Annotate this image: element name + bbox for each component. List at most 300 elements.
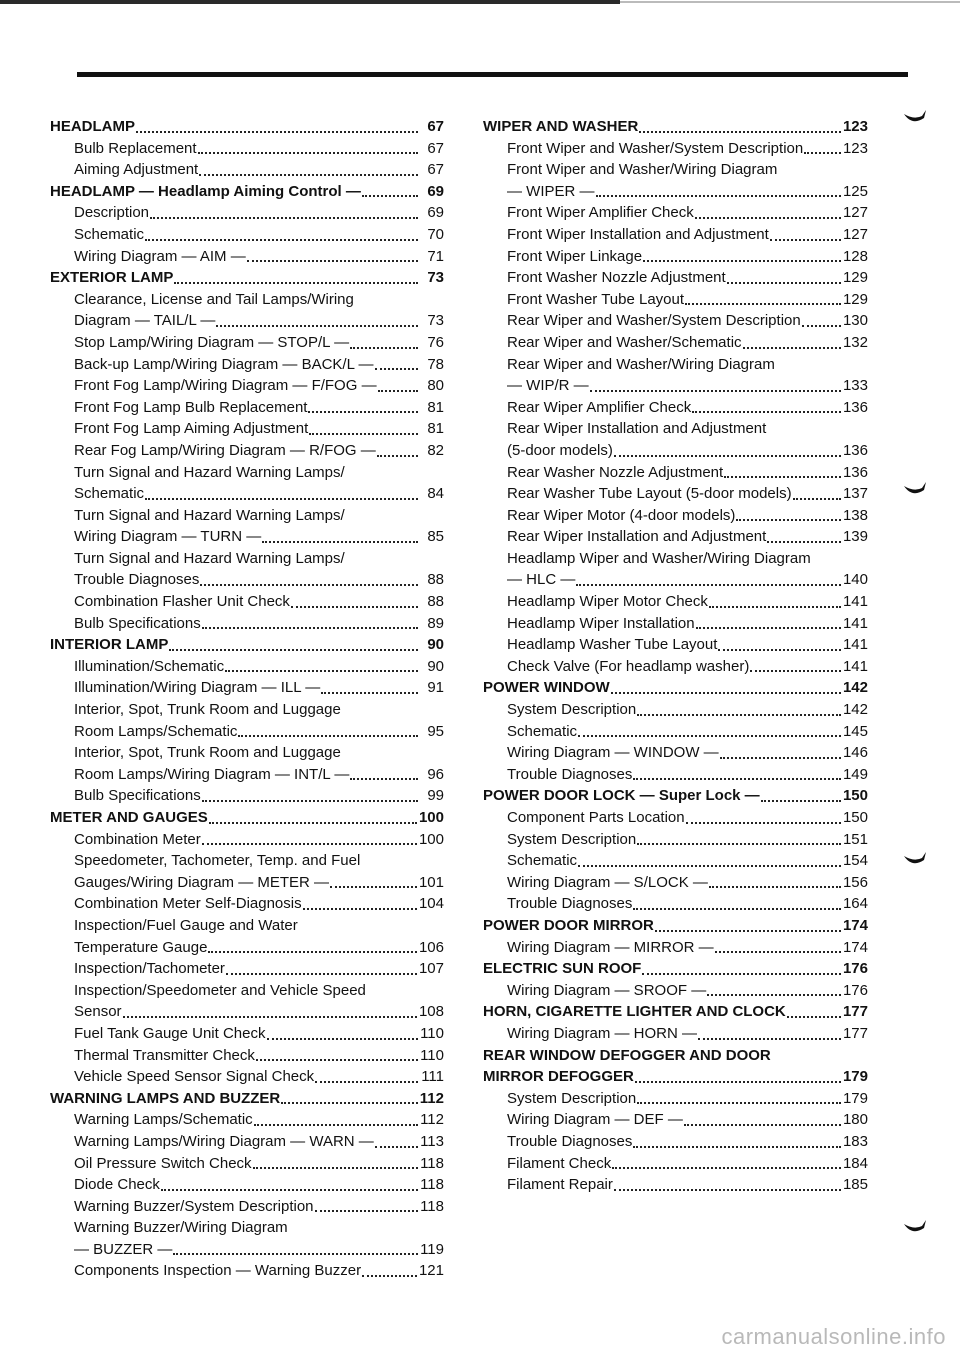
dot-leader xyxy=(350,778,418,780)
toc-entry[interactable] xyxy=(483,742,868,764)
toc-entry-title: Bulb Replacement xyxy=(74,139,197,157)
toc-entry-page: 136 xyxy=(842,463,868,481)
dot-leader xyxy=(761,800,841,802)
toc-entry-page: 119 xyxy=(420,1240,444,1258)
dot-leader xyxy=(767,541,841,543)
toc-left-column xyxy=(50,116,444,1282)
toc-entry-page: 99 xyxy=(427,787,444,805)
dot-leader xyxy=(225,670,418,672)
toc-entry-page: 174 xyxy=(842,916,868,934)
toc-entry[interactable] xyxy=(50,1045,444,1067)
toc-entry-title: Inspection/Tachometer xyxy=(74,960,225,978)
toc-entry[interactable] xyxy=(50,980,444,1002)
dot-leader xyxy=(720,757,841,759)
toc-entry[interactable] xyxy=(483,440,868,462)
toc-entry-title: Warning Buzzer/System Description xyxy=(74,1197,314,1215)
toc-entry-page: 67 xyxy=(427,161,444,179)
toc-entry[interactable] xyxy=(483,483,868,505)
toc-entry[interactable] xyxy=(50,937,444,959)
toc-entry-page: 106 xyxy=(418,938,444,956)
dot-leader xyxy=(200,584,418,586)
toc-entry-title: Turn Signal and Hazard Warning Lamps/ xyxy=(74,463,345,481)
dot-leader xyxy=(578,865,841,867)
toc-entry-title: Wiring Diagram — HORN — xyxy=(507,1024,698,1042)
toc-entry-title: Headlamp Wiper Installation xyxy=(507,614,695,632)
toc-entry-page: 73 xyxy=(427,312,444,330)
dot-leader xyxy=(750,670,841,672)
toc-entry[interactable] xyxy=(483,807,868,829)
toc-entry[interactable] xyxy=(483,1109,868,1131)
toc-entry-page: 90 xyxy=(427,636,444,654)
toc-entry[interactable] xyxy=(483,138,868,160)
toc-entry-page: 104 xyxy=(418,895,444,913)
toc-entry[interactable] xyxy=(483,1088,868,1110)
toc-entry-page: 164 xyxy=(842,895,868,913)
toc-entry[interactable] xyxy=(483,397,868,419)
toc-entry-page: 80 xyxy=(427,377,444,395)
dot-leader xyxy=(375,1146,418,1148)
dot-leader xyxy=(633,908,841,910)
toc-entry[interactable] xyxy=(483,613,868,635)
toc-entry[interactable] xyxy=(50,1174,444,1196)
toc-entry[interactable] xyxy=(50,807,444,829)
toc-entry-page: 112 xyxy=(419,1089,444,1107)
dot-leader xyxy=(642,973,841,975)
toc-entry[interactable] xyxy=(483,1001,868,1023)
dot-leader xyxy=(724,476,841,478)
toc-entry-page: 81 xyxy=(427,420,444,438)
toc-entry-title: Rear Wiper Installation and Adjustment xyxy=(507,420,767,438)
toc-entry-title: Warning Lamps/Schematic xyxy=(74,1111,253,1129)
toc-entry[interactable] xyxy=(483,721,868,743)
toc-entry-page: 136 xyxy=(842,441,868,459)
toc-entry-page: 71 xyxy=(427,247,444,265)
toc-entry[interactable] xyxy=(483,980,868,1002)
toc-entry-page: 95 xyxy=(427,722,444,740)
toc-entry-page: 129 xyxy=(842,290,868,308)
toc-entry[interactable] xyxy=(483,181,868,203)
toc-entry-title: Rear Washer Nozzle Adjustment xyxy=(507,463,724,481)
toc-entry-title: Front Washer Tube Layout xyxy=(507,290,685,308)
toc-entry-title: Schematic xyxy=(74,225,145,243)
dot-leader xyxy=(303,908,417,910)
toc-entry[interactable] xyxy=(50,505,444,527)
toc-entry-title: System Description xyxy=(507,1089,637,1107)
toc-entry-title: Front Fog Lamp/Wiring Diagram — F/FOG — xyxy=(74,377,377,395)
toc-entry[interactable] xyxy=(50,1023,444,1045)
toc-entry-page: 125 xyxy=(842,182,868,200)
toc-entry-title: System Description xyxy=(507,830,637,848)
toc-entry-page: 108 xyxy=(418,1003,444,1021)
toc-entry[interactable] xyxy=(50,742,444,764)
toc-entry-page: 141 xyxy=(842,614,868,632)
toc-entry[interactable] xyxy=(50,526,444,548)
toc-entry[interactable] xyxy=(50,764,444,786)
toc-entry[interactable] xyxy=(483,915,868,937)
toc-entry[interactable] xyxy=(483,1174,868,1196)
dot-leader xyxy=(635,1081,841,1083)
dot-leader xyxy=(770,239,841,241)
toc-entry-page: 101 xyxy=(418,873,444,891)
dot-leader xyxy=(208,951,417,953)
toc-entry[interactable] xyxy=(50,613,444,635)
dot-leader xyxy=(596,195,841,197)
toc-entry[interactable] xyxy=(50,397,444,419)
toc-entry[interactable] xyxy=(50,656,444,678)
toc-entry[interactable] xyxy=(50,1131,444,1153)
toc-entry[interactable] xyxy=(50,634,444,656)
dot-leader xyxy=(787,1016,841,1018)
toc-entry-title: Trouble Diagnoses xyxy=(507,1132,633,1150)
toc-entry-page: 90 xyxy=(427,657,444,675)
toc-entry[interactable] xyxy=(483,1131,868,1153)
toc-entry-title: Wiring Diagram — S/LOCK — xyxy=(507,873,708,891)
toc-entry-page: 142 xyxy=(842,701,868,719)
dot-leader xyxy=(637,1102,841,1104)
dot-leader xyxy=(350,347,418,349)
toc-entry[interactable] xyxy=(483,354,868,376)
toc-entry[interactable] xyxy=(483,418,868,440)
dot-leader xyxy=(202,627,418,629)
toc-entry-title: Rear Wiper and Washer/Schematic xyxy=(507,333,742,351)
toc-entry[interactable] xyxy=(483,937,868,959)
toc-entry-page: 127 xyxy=(842,204,868,222)
toc-entry-page: 141 xyxy=(842,657,868,675)
toc-entry-page: 82 xyxy=(427,441,444,459)
toc-entry[interactable] xyxy=(50,1001,444,1023)
toc-entry-title: Front Wiper Installation and Adjustment xyxy=(507,225,769,243)
toc-entry-page: 69 xyxy=(427,182,444,200)
toc-entry-page: 184 xyxy=(842,1154,868,1172)
watermark: carmanualsonline.info xyxy=(721,1324,946,1349)
toc-entry[interactable] xyxy=(50,418,444,440)
toc-entry-page: 129 xyxy=(842,269,868,287)
toc-entry-page: 183 xyxy=(842,1132,868,1150)
toc-entry[interactable] xyxy=(50,958,444,980)
toc-entry-title: Interior, Spot, Trunk Room and Luggage xyxy=(74,701,341,719)
dot-leader xyxy=(161,1189,418,1191)
toc-entry[interactable] xyxy=(483,699,868,721)
toc-entry[interactable] xyxy=(50,267,444,289)
toc-entry[interactable] xyxy=(483,224,868,246)
toc-entry[interactable] xyxy=(50,159,444,181)
toc-entry-page: 70 xyxy=(427,225,444,243)
toc-entry-title: Trouble Diagnoses xyxy=(74,571,200,589)
toc-entry-page: 69 xyxy=(427,204,444,222)
toc-entry-title: Aiming Adjustment xyxy=(74,161,199,179)
toc-entry-title: POWER DOOR MIRROR xyxy=(483,916,654,934)
toc-entry[interactable] xyxy=(483,1023,868,1045)
toc-entry-title: Headlamp Wiper Motor Check xyxy=(507,593,708,611)
toc-entry[interactable] xyxy=(50,354,444,376)
toc-entry[interactable] xyxy=(483,1153,868,1175)
dot-leader xyxy=(202,843,417,845)
dot-leader xyxy=(145,498,418,500)
toc-entry-page: 123 xyxy=(842,139,868,157)
toc-entry-title: Component Parts Location xyxy=(507,809,685,826)
dot-leader xyxy=(685,303,841,305)
top-edge-line-faint xyxy=(620,1,960,3)
dot-leader xyxy=(633,778,841,780)
toc-entry-page: 121 xyxy=(418,1262,444,1280)
toc-entry[interactable] xyxy=(483,116,868,138)
toc-entry[interactable] xyxy=(50,1153,444,1175)
dot-leader xyxy=(174,282,418,284)
toc-entry-title: Combination Flasher Unit Check xyxy=(74,593,290,611)
toc-entry[interactable] xyxy=(50,116,444,138)
dot-leader xyxy=(281,1102,418,1104)
toc-entry[interactable] xyxy=(483,246,868,268)
toc-entry-title: HEADLAMP xyxy=(50,118,135,135)
binder-hook-icon xyxy=(902,1218,928,1238)
toc-entry[interactable] xyxy=(483,785,868,807)
toc-entry-title: Bulb Specifications xyxy=(74,614,201,632)
toc-entry[interactable] xyxy=(50,138,444,160)
toc-entry[interactable] xyxy=(483,634,868,656)
dot-leader xyxy=(123,1016,417,1018)
toc-entry-title: Sensor xyxy=(74,1003,122,1021)
toc-entry-page: 130 xyxy=(842,312,868,330)
toc-entry-title: Headlamp Wiper and Washer/Wiring Diagram xyxy=(507,549,811,567)
toc-entry[interactable] xyxy=(483,159,868,181)
binder-hook-icon xyxy=(902,480,928,500)
dot-leader xyxy=(145,239,418,241)
toc-entry[interactable] xyxy=(50,699,444,721)
toc-entry-title: Trouble Diagnoses xyxy=(507,895,633,913)
toc-entry-page: 150 xyxy=(842,809,868,826)
toc-entry[interactable] xyxy=(483,310,868,332)
toc-entry[interactable] xyxy=(50,181,444,203)
dot-leader xyxy=(611,692,841,694)
toc-entry-title: Rear Wiper Motor (4-door models) xyxy=(507,506,736,524)
top-edge-line xyxy=(0,0,620,4)
dot-leader xyxy=(375,368,418,370)
toc-entry-title: Warning Lamps/Wiring Diagram — WARN — xyxy=(74,1132,374,1150)
toc-entry-title: Inspection/Fuel Gauge and Water xyxy=(74,916,298,934)
toc-entry-title: Bulb Specifications xyxy=(74,787,201,805)
toc-entry[interactable] xyxy=(483,677,868,699)
toc-entry-title: Front Fog Lamp Aiming Adjustment xyxy=(74,420,309,438)
toc-entry-page: 85 xyxy=(427,528,444,546)
toc-entry[interactable] xyxy=(483,872,868,894)
dot-leader xyxy=(199,174,418,176)
dot-leader xyxy=(308,411,418,413)
toc-entry-title: Front Wiper Linkage xyxy=(507,247,643,265)
toc-entry[interactable] xyxy=(483,1045,868,1067)
toc-entry-title: Front Wiper and Washer/Wiring Diagram xyxy=(507,161,778,179)
dot-leader xyxy=(633,1146,841,1148)
dot-leader xyxy=(254,1124,418,1126)
toc-entry-page: 133 xyxy=(842,377,868,395)
toc-entry[interactable] xyxy=(483,569,868,591)
toc-entry-title: (5-door models) xyxy=(507,441,613,459)
dot-leader xyxy=(198,152,418,154)
toc-entry[interactable] xyxy=(483,1066,868,1088)
toc-entry[interactable] xyxy=(50,591,444,613)
toc-entry[interactable] xyxy=(50,569,444,591)
dot-leader xyxy=(262,541,418,543)
toc-entry[interactable] xyxy=(50,375,444,397)
dot-leader xyxy=(247,260,418,262)
toc-entry-page: 136 xyxy=(842,398,868,416)
toc-entry-page: 76 xyxy=(427,333,444,351)
toc-entry[interactable] xyxy=(50,1239,444,1261)
toc-entry[interactable] xyxy=(483,958,868,980)
toc-entry[interactable] xyxy=(483,850,868,872)
dot-leader xyxy=(362,195,418,197)
binder-hook-icon xyxy=(902,850,928,870)
toc-entry[interactable] xyxy=(50,829,444,851)
toc-entry[interactable] xyxy=(483,764,868,786)
dot-leader xyxy=(202,800,418,802)
dot-leader xyxy=(590,390,841,392)
toc-entry-title: Filament Repair xyxy=(507,1176,613,1194)
toc-entry[interactable] xyxy=(483,332,868,354)
toc-entry-page: 132 xyxy=(842,333,868,351)
dot-leader xyxy=(291,606,418,608)
toc-entry[interactable] xyxy=(50,915,444,937)
toc-entry-page: 118 xyxy=(420,1197,444,1215)
dot-leader xyxy=(576,584,841,586)
dot-leader xyxy=(709,886,841,888)
toc-entry[interactable] xyxy=(50,483,444,505)
toc-entry-page: 185 xyxy=(842,1176,868,1194)
dot-leader xyxy=(698,1038,841,1040)
toc-entry-title: Rear Washer Tube Layout (5-door models) xyxy=(507,485,792,503)
toc-entry-page: 84 xyxy=(427,485,444,503)
toc-entry-title: — BUZZER — xyxy=(74,1240,173,1258)
toc-entry[interactable] xyxy=(483,548,868,570)
toc-entry-title: Schematic xyxy=(74,485,145,503)
toc-entry[interactable] xyxy=(50,202,444,224)
dot-leader xyxy=(315,1081,418,1083)
toc-entry[interactable] xyxy=(50,850,444,872)
toc-right-column xyxy=(483,116,868,1196)
toc-entry-page: 179 xyxy=(842,1068,868,1086)
toc-entry-title: Inspection/Speedometer and Vehicle Speed xyxy=(74,981,366,999)
toc-entry-page: 156 xyxy=(842,873,868,891)
toc-entry-page: 146 xyxy=(842,744,868,762)
toc-entry-page: 89 xyxy=(427,614,444,632)
toc-entry-title: WIPER AND WASHER xyxy=(483,118,639,135)
toc-entry[interactable] xyxy=(483,375,868,397)
toc-entry[interactable] xyxy=(483,656,868,678)
toc-entry-page: 128 xyxy=(842,247,868,265)
toc-entry-page: 78 xyxy=(427,355,444,373)
toc-entry-title: Schematic xyxy=(507,852,578,870)
dot-leader xyxy=(216,325,418,327)
dot-leader xyxy=(330,886,417,888)
toc-entry[interactable] xyxy=(50,1088,444,1110)
toc-entry[interactable] xyxy=(50,872,444,894)
toc-entry[interactable] xyxy=(483,202,868,224)
toc-entry-title: Wiring Diagram — TURN — xyxy=(74,528,262,546)
dot-leader xyxy=(150,217,418,219)
toc-entry[interactable] xyxy=(50,893,444,915)
toc-entry-page: 142 xyxy=(842,679,868,697)
toc-entry[interactable] xyxy=(50,332,444,354)
toc-entry[interactable] xyxy=(50,440,444,462)
dot-leader xyxy=(793,498,841,500)
toc-entry[interactable] xyxy=(50,1196,444,1218)
toc-entry-page: 127 xyxy=(842,225,868,243)
toc-entry[interactable] xyxy=(50,246,444,268)
dot-leader xyxy=(378,390,418,392)
toc-entry[interactable] xyxy=(50,1066,444,1088)
toc-entry-page: 180 xyxy=(842,1111,868,1129)
toc-entry-title: Rear Wiper and Washer/System Description xyxy=(507,312,801,330)
toc-entry[interactable] xyxy=(50,289,444,311)
dot-leader xyxy=(643,260,841,262)
dot-leader xyxy=(718,649,841,651)
toc-entry-page: 139 xyxy=(842,528,868,546)
toc-entry[interactable] xyxy=(50,785,444,807)
toc-entry-title: HORN, CIGARETTE LIGHTER AND CLOCK xyxy=(483,1003,786,1021)
dot-leader xyxy=(377,455,418,457)
toc-entry[interactable] xyxy=(483,462,868,484)
toc-entry-page: 100 xyxy=(418,830,444,848)
toc-entry[interactable] xyxy=(483,591,868,613)
toc-entry-title: WARNING LAMPS AND BUZZER xyxy=(50,1089,281,1107)
toc-entry-title: Wiring Diagram — SROOF — xyxy=(507,981,707,999)
toc-entry[interactable] xyxy=(50,224,444,246)
toc-entry[interactable] xyxy=(483,526,868,548)
toc-entry-title: Back-up Lamp/Wiring Diagram — BACK/L — xyxy=(74,355,374,373)
toc-entry-page: 150 xyxy=(842,787,868,805)
toc-entry[interactable] xyxy=(50,462,444,484)
toc-entry-title: INTERIOR LAMP xyxy=(50,636,169,654)
toc-entry-page: 151 xyxy=(842,830,868,848)
dot-leader xyxy=(802,325,841,327)
toc-entry-title: Turn Signal and Hazard Warning Lamps/ xyxy=(74,506,345,524)
toc-entry[interactable] xyxy=(483,893,868,915)
toc-entry-page: 96 xyxy=(427,765,444,783)
toc-entry-page: 140 xyxy=(842,571,868,589)
toc-entry[interactable] xyxy=(50,548,444,570)
toc-entry-page: 100 xyxy=(418,809,444,826)
toc-entry[interactable] xyxy=(50,1260,444,1282)
toc-entry-page: 176 xyxy=(842,960,868,978)
toc-entry-title: Thermal Transmitter Check xyxy=(74,1046,255,1064)
toc-entry-title: Headlamp Washer Tube Layout xyxy=(507,636,718,654)
toc-entry[interactable] xyxy=(50,1217,444,1239)
toc-entry-title: Trouble Diagnoses xyxy=(507,765,633,783)
toc-entry-title: Schematic xyxy=(507,722,578,740)
toc-entry-page: 107 xyxy=(418,960,444,978)
toc-entry[interactable] xyxy=(50,1109,444,1131)
toc-entry-title: Description xyxy=(74,204,150,222)
toc-entry[interactable] xyxy=(483,267,868,289)
toc-entry-title: Rear Wiper and Washer/Wiring Diagram xyxy=(507,355,775,373)
toc-entry[interactable] xyxy=(483,505,868,527)
toc-entry-title: Room Lamps/Schematic xyxy=(74,722,238,740)
header-rule xyxy=(77,72,908,77)
dot-leader xyxy=(686,822,841,824)
toc-entry-title: EXTERIOR LAMP xyxy=(50,269,174,287)
toc-entry-title: Rear Wiper Amplifier Check xyxy=(507,398,692,416)
dot-leader xyxy=(267,1038,419,1040)
toc-entry[interactable] xyxy=(50,677,444,699)
toc-entry[interactable] xyxy=(483,289,868,311)
toc-entry-title: Wiring Diagram — AIM — xyxy=(74,247,246,265)
dot-leader xyxy=(614,1189,841,1191)
toc-entry[interactable] xyxy=(50,310,444,332)
toc-entry-title: Room Lamps/Wiring Diagram — INT/L — xyxy=(74,765,350,783)
toc-entry-title: ELECTRIC SUN ROOF xyxy=(483,960,642,978)
toc-entry[interactable] xyxy=(483,829,868,851)
toc-entry[interactable] xyxy=(50,721,444,743)
toc-entry-title: Clearance, License and Tail Lamps/Wiring xyxy=(74,290,354,308)
